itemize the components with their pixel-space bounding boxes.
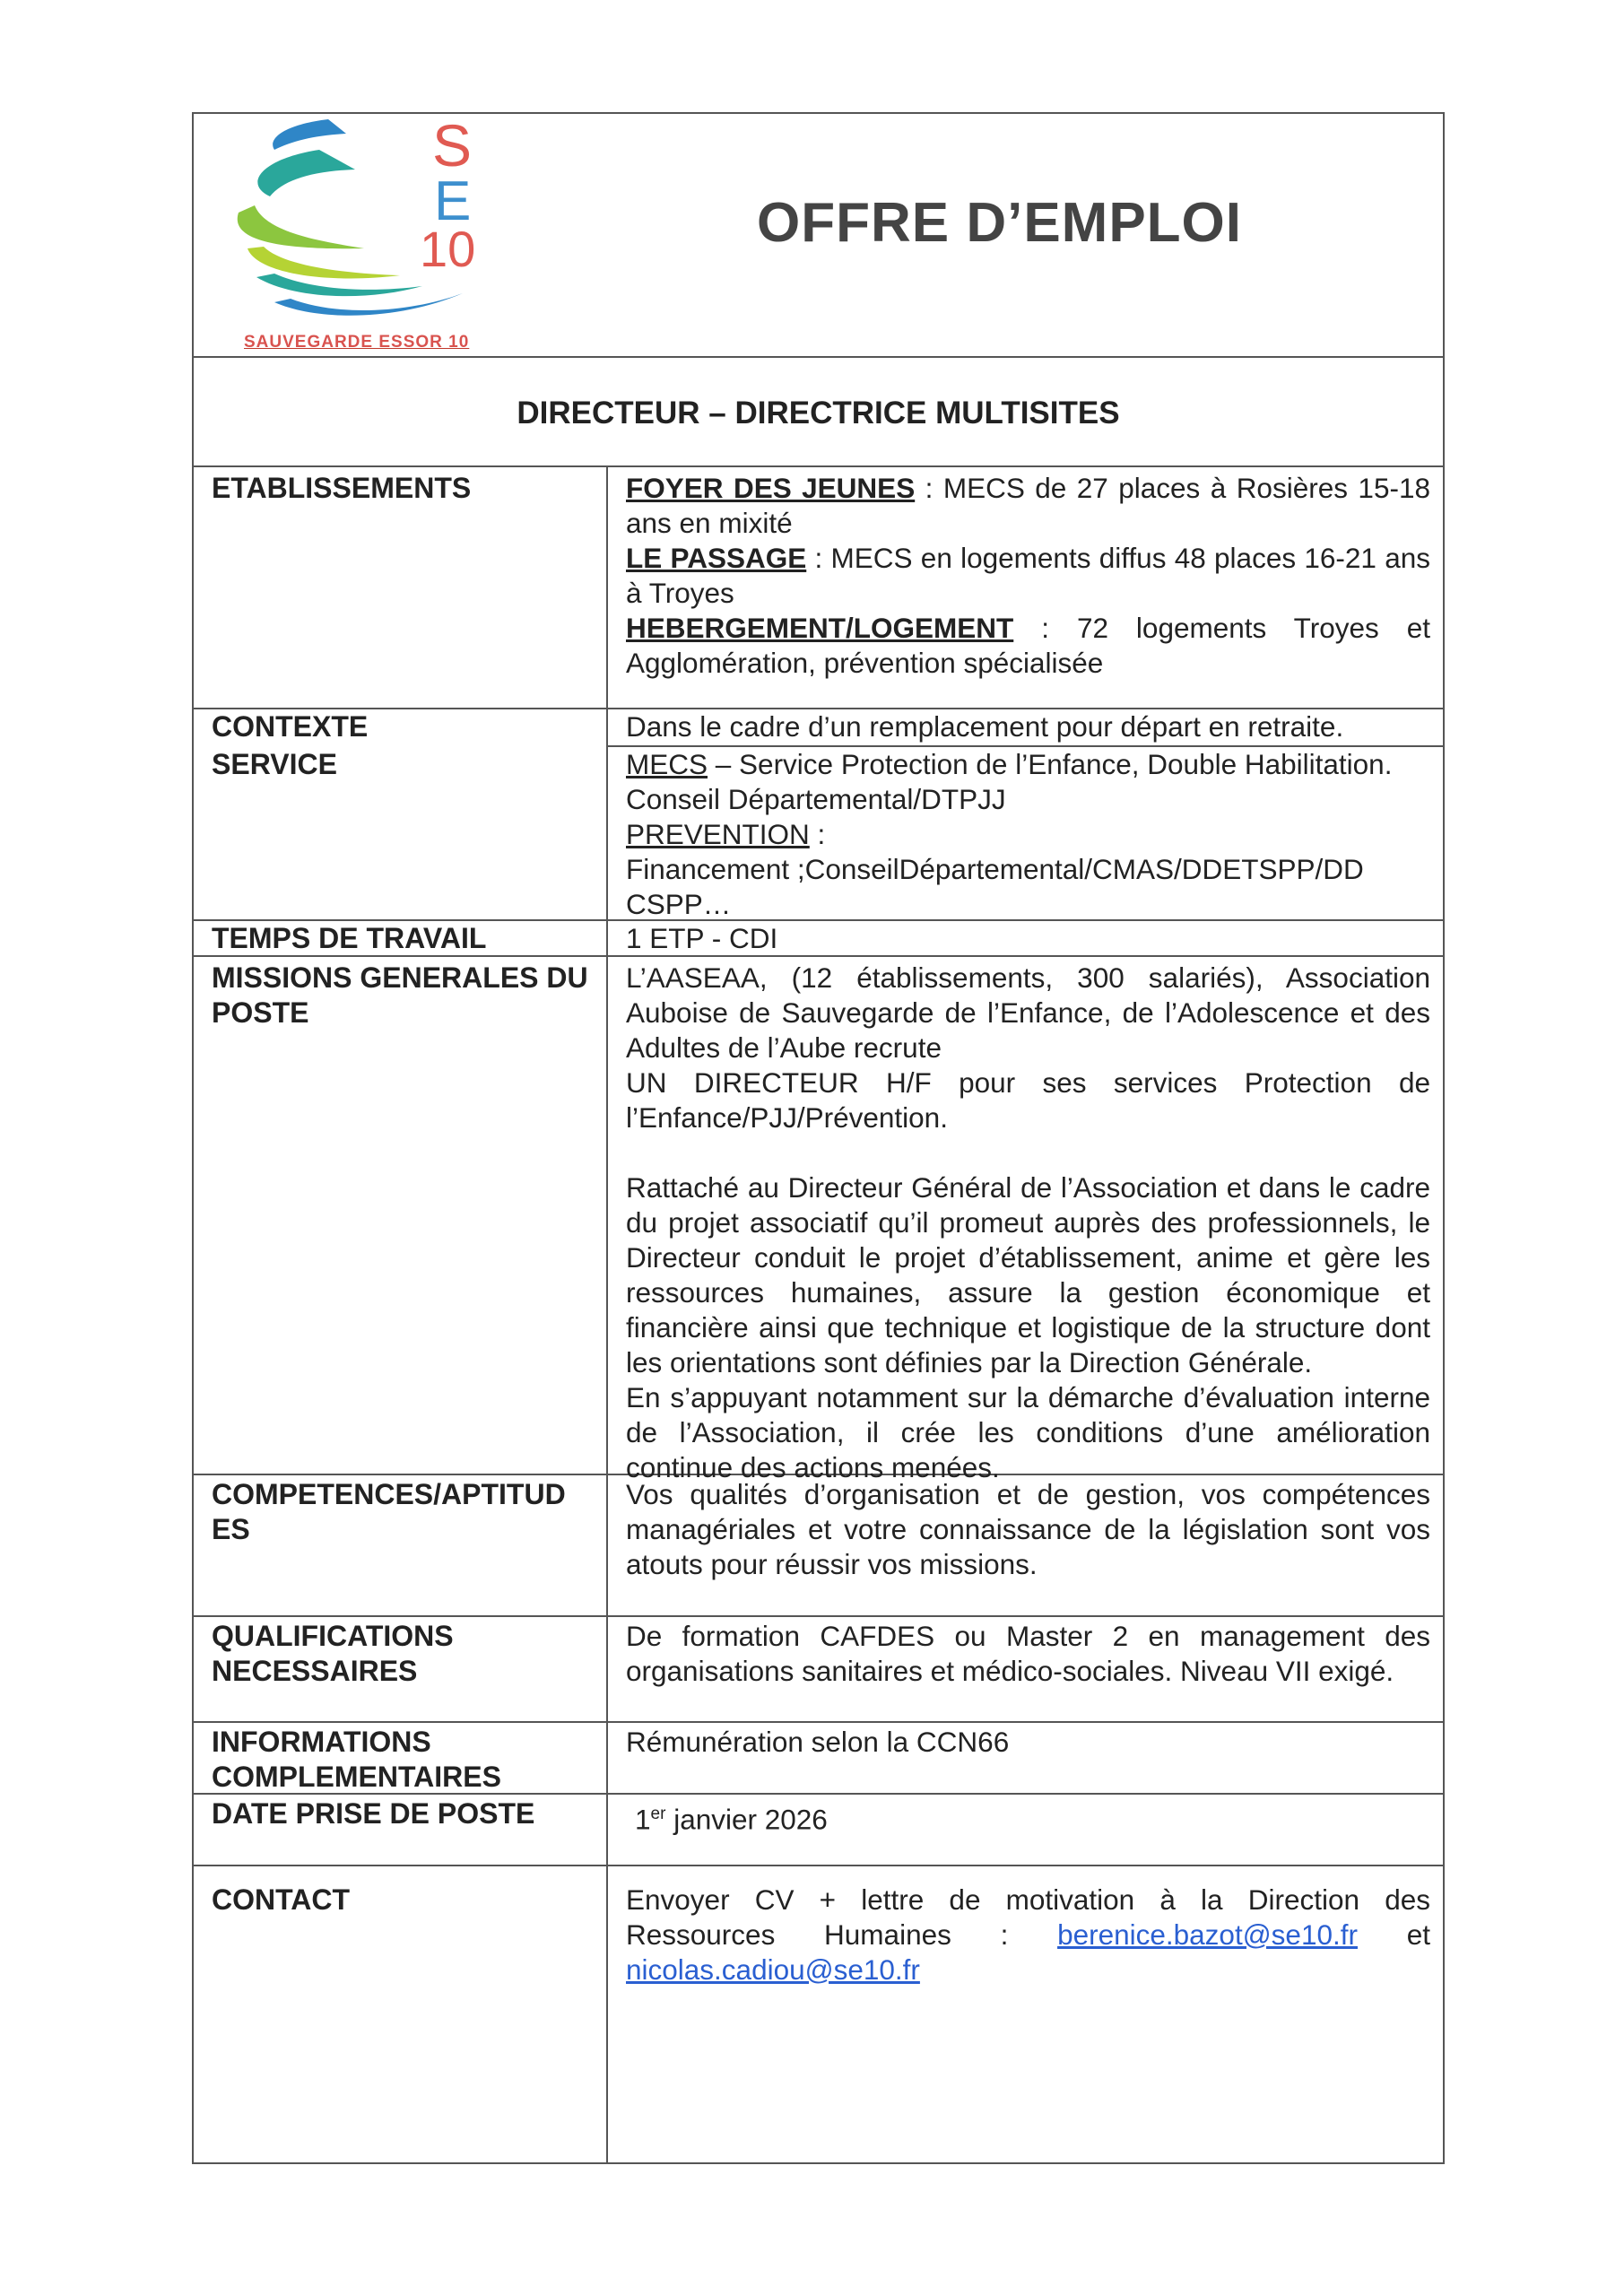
etablissement-name: LE PASSAGE [626, 542, 807, 574]
job-offer-sheet [192, 112, 1445, 2164]
value-service [626, 747, 1430, 922]
etablissement-sep: : [806, 542, 831, 574]
logo-swoosh-blue2 [274, 293, 463, 316]
job-title: DIRECTEUR – DIRECTRICE MULTISITES [517, 396, 1120, 430]
logo-swoosh-teal [257, 150, 355, 196]
logo-number-10: 10 [420, 221, 476, 277]
title-row [194, 356, 1443, 467]
date-day: 1 [635, 1803, 651, 1836]
logo-letter-s: S [432, 114, 473, 178]
label-service: SERVICE [212, 748, 337, 780]
etablissement-sep: : [1013, 612, 1077, 644]
row-competences [194, 1475, 1443, 1617]
row-contact [194, 1866, 1443, 2164]
email-link-berenice[interactable]: berenice.bazot@se10.fr [1057, 1918, 1358, 1951]
label-date: DATE PRISE DE POSTE [212, 1797, 535, 1830]
etablissement-text: 72 logements Troyes et Agglomération, prévention spécialisée [626, 612, 1430, 679]
row-date [194, 1795, 1443, 1866]
label-etablissements: ETABLISSEMENTS [212, 472, 472, 504]
value-contact [626, 1883, 1430, 1987]
row-etablissements [194, 465, 1443, 709]
etablissement-sep: : [915, 472, 943, 504]
label-contact: CONTACT [212, 1883, 351, 1916]
label-competences: COMPETENCES/APTITUD ES [212, 1478, 566, 1545]
mecs-text: – Service Protection de l’Enfance, Double Habilitation. [708, 748, 1393, 780]
row-contexte [194, 709, 1443, 745]
etablissement-text: MECS en logements diffus 48 places 16-21 ans à Troyes [626, 542, 1430, 609]
service-line-4: Financement ;ConseilDépartemental/CMAS/DDETSPP/DD CSPP… [626, 853, 1364, 920]
row-temps [194, 921, 1443, 957]
value-contexte: Dans le cadre d’un remplacement pour départ en retraite. [626, 710, 1344, 743]
contact-text: Envoyer CV + lettre de motivation à la Direction des Ressources Humaines : [626, 1883, 1430, 1951]
value-etablissements [626, 471, 1430, 681]
mecs-link: MECS [626, 748, 708, 780]
label-temps: TEMPS DE TRAVAIL [212, 922, 487, 954]
label-contexte: CONTEXTE [212, 710, 369, 743]
value-missions [626, 961, 1430, 1485]
prevention-sep: : [809, 818, 826, 850]
row-qualifications [194, 1617, 1443, 1723]
header [194, 114, 1443, 358]
logo-swoosh-lime [248, 247, 400, 278]
label-informations: INFORMATIONS COMPLEMENTAIRES [212, 1726, 501, 1793]
value-qualifications: De formation CAFDES ou Master 2 en management des organisations sanitaires et médico-sociales. Niveau VII exigé. [626, 1620, 1430, 1687]
value-temps: 1 ETP - CDI [626, 922, 778, 954]
value-competences: Vos qualités d’organisation et de gestion, vos compétences managériales et votre connaissance de la législation sont vos atouts pour réussir vos missions. [626, 1478, 1430, 1580]
logo-letter-e: E [434, 170, 472, 232]
row-informations [194, 1723, 1443, 1795]
value-informations: Rémunération selon la CCN66 [626, 1726, 1010, 1758]
etablissement-name: HEBERGEMENT/LOGEMENT [626, 612, 1014, 644]
missions-p2: UN DIRECTEUR H/F pour ses services Protection de l’Enfance/PJJ/Prévention. [626, 1066, 1430, 1134]
label-missions: MISSIONS GENERALES DU POSTE [212, 961, 588, 1029]
etablissement-text: MECS de 27 places à Rosières 15-18 ans en mixité [626, 472, 1430, 539]
offer-heading: OFFRE D’EMPLOI [757, 192, 1242, 254]
logo-swoosh-blue [273, 119, 346, 150]
etablissement-name: FOYER DES JEUNES [626, 472, 916, 504]
missions-p3: Rattaché au Directeur Général de l’Association et dans le cadre du projet associatif qu’il promeut auprès des professionnels, le Directeur conduit le projet d’établissement, anime et gère les ressources humaines, assure la gestion économique et financière ainsi que technique et logistique de la structure dont les orientations sont définies par la Direction Générale. [626, 1171, 1430, 1378]
logo-caption: SAUVEGARDE ESSOR 10 [244, 333, 470, 352]
label-qualifications: QUALIFICATIONS NECESSAIRES [212, 1620, 454, 1687]
prevention-link: PREVENTION [626, 818, 810, 850]
email-link-nicolas[interactable]: nicolas.cadiou@se10.fr [626, 1953, 920, 1986]
logo-swoosh-green [238, 205, 364, 248]
contact-and: et [1357, 1918, 1430, 1951]
value-date [635, 1796, 1439, 1838]
missions-p4: En s’appuyant notamment sur la démarche d’évaluation interne de l’Association, il crée les conditions d’une amélioration continue des actions menées. [626, 1381, 1430, 1483]
row-service [194, 745, 1443, 921]
etablissement-item [626, 541, 1430, 611]
logo [221, 114, 525, 356]
row-missions [194, 957, 1443, 1483]
missions-p1: L’AASEAA, (12 établissements, 300 salariés), Association Auboise de Sauvegarde de l’Enfance, de l’Adolescence et des Adultes de l’Aube recrute [626, 961, 1430, 1064]
logo-swooshes [221, 114, 525, 329]
date-rest: janvier 2026 [665, 1803, 828, 1836]
service-line-2: Conseil Départemental/DTPJJ [626, 783, 1006, 815]
etablissement-item [626, 471, 1430, 541]
date-sup: er [650, 1805, 666, 1823]
etablissement-item [626, 611, 1430, 681]
